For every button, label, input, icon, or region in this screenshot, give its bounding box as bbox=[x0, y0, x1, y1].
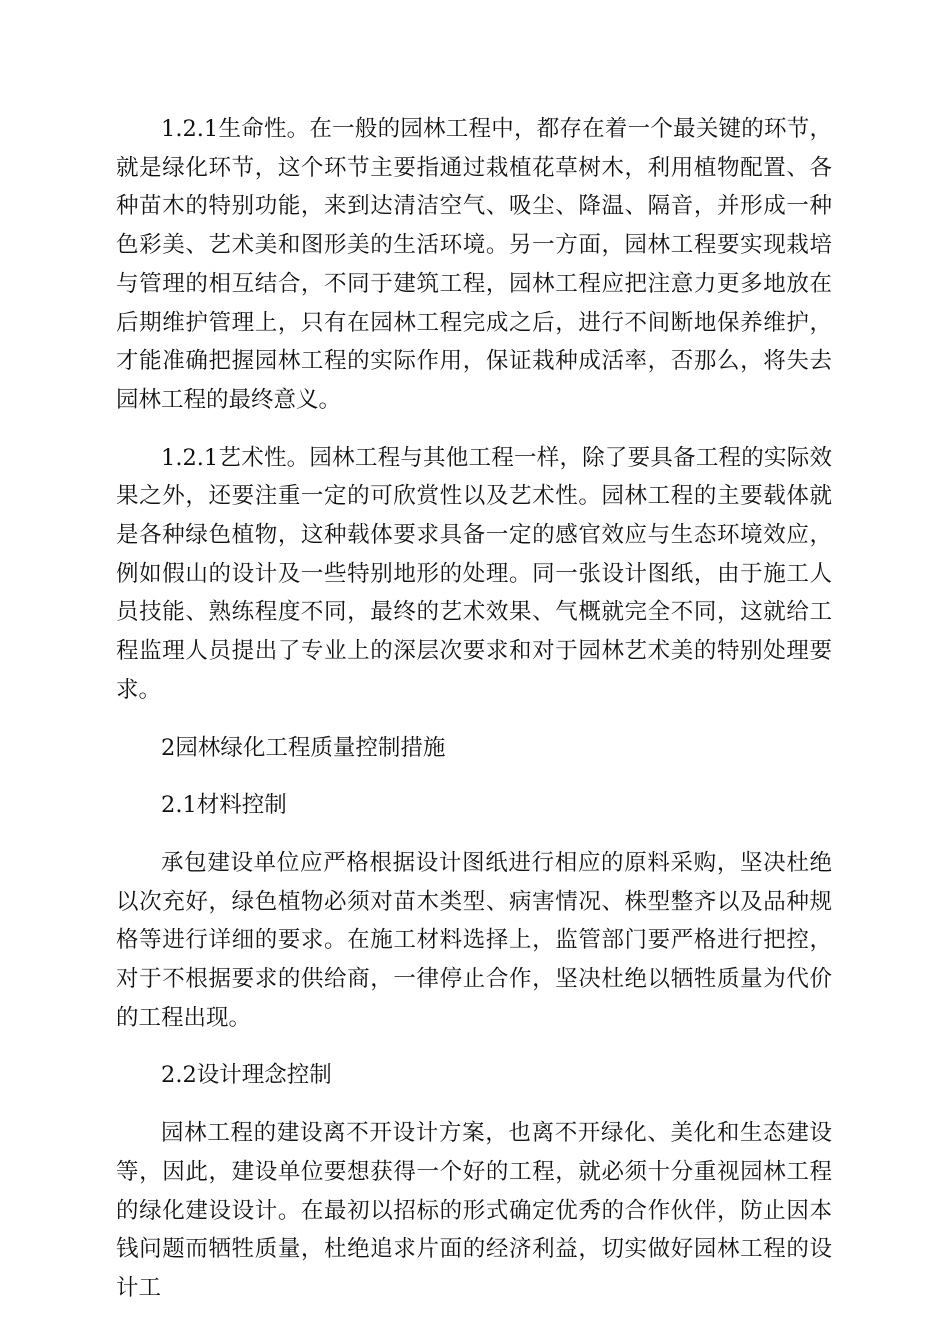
section-heading-quality-control: 2园林绿化工程质量控制措施 bbox=[161, 734, 446, 761]
paragraph-vitality: 1.2.1生命性。在一般的园林工程中，都存在着一个最关键的环节，就是绿化环节，这个环节主要指通过栽植花草树木，利用植物配置、各种苗木的特别功能，来到达清洁空气、吸尘、降温、隔音，并形成一种色彩美、艺术美和图形美的生活环境。另一方面，园林工程要实现栽培与管理的相互结合，不同于建筑工程，园林工程应把注意力更多地放在后期维护管理上，只有在园林工程完成之后，进行不间断地保养维护，才能准确把握园林工程的实际作用，保证栽种成活率，否那么，将失去园林工程的最终意义。 bbox=[116, 116, 832, 413]
paragraph-material-control: 承包建设单位应严格根据设计图纸进行相应的原料采购，坚决杜绝以次充好，绿色植物必须对苗木类型、病害情况、株型整齐以及品种规格等进行详细的要求。在施工材料选择上，监管部门要严格进行把控，对于不根据要求的供给商，一律停止合作，坚决杜绝以牺牲质量为代价的工程出现。 bbox=[116, 849, 832, 1031]
subsection-heading-material-control: 2.1材料控制 bbox=[161, 792, 287, 819]
paragraph-design-control: 园林工程的建设离不开设计方案，也离不开绿化、美化和生态建设等，因此，建设单位要想获得一个好的工程，就必须十分重视园林工程的绿化建设设计。在最初以招标的形式确定优秀的合作伙伴，防止因本钱问题而牺牲质量，杜绝追求片面的经济利益，切实做好园林工程的设计工 bbox=[116, 1120, 832, 1301]
document-page bbox=[116, 110, 832, 1308]
subsection-heading-design-control: 2.2设计理念控制 bbox=[161, 1062, 332, 1089]
paragraph-artistry: 1.2.1艺术性。园林工程与其他工程一样，除了要具备工程的实际效果之外，还要注重一定的可欣赏性以及艺术性。园林工程的主要载体就是各种绿色植物，这种载体要求具备一定的感官效应与生态环境效应，例如假山的设计及一些特别地形的处理。同一张设计图纸，由于施工人员技能、熟练程度不同，最终的艺术效果、气概就完全不同，这就给工程监理人员提出了专业上的深层次要求和对于园林艺术美的特别处理要求。 bbox=[116, 444, 832, 703]
